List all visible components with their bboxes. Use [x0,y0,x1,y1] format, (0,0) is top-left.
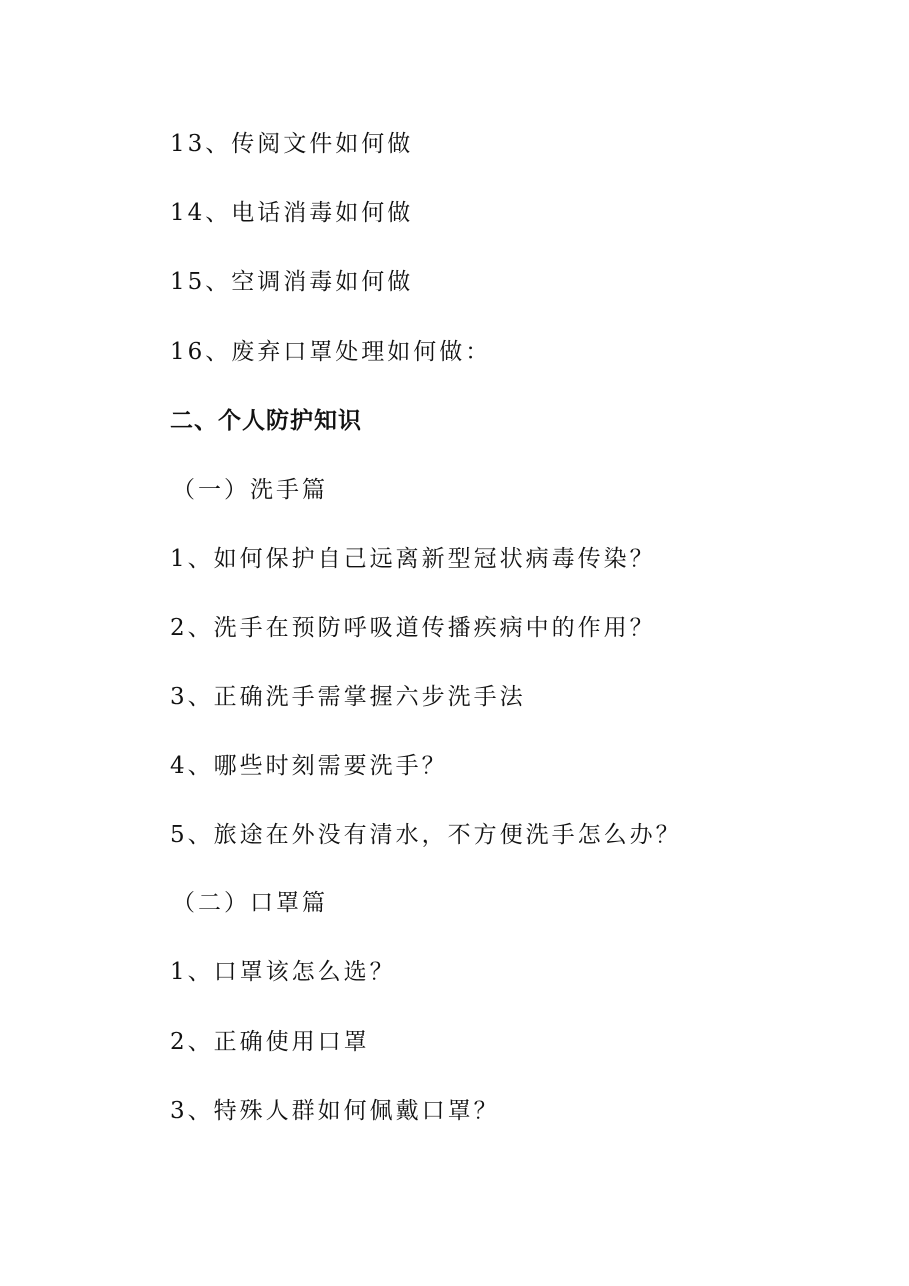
subsection-title-handwashing: （一）洗手篇 [172,477,328,503]
list-item-15: 15、空调消毒如何做 [170,269,414,295]
handwashing-item-3: 3、正确洗手需掌握六步洗手法 [170,684,526,710]
masks-item-2: 2、正确使用口罩 [170,1029,370,1055]
list-item-14: 14、电话消毒如何做 [170,200,414,226]
masks-item-3: 3、特殊人群如何佩戴口罩？ [170,1098,500,1124]
handwashing-item-1: 1、如何保护自己远离新型冠状病毒传染？ [170,546,656,572]
list-item-16: 16、废弃口罩处理如何做： [170,339,492,365]
handwashing-item-5: 5、旅途在外没有清水，不方便洗手怎么办？ [170,822,682,848]
subsection-title-masks: （二）口罩篇 [172,890,328,916]
masks-item-1: 1、口罩该怎么选？ [170,959,396,985]
list-item-13: 13、传阅文件如何做 [170,131,414,157]
section-heading: 二、个人防护知识 [170,408,362,434]
handwashing-item-2: 2、洗手在预防呼吸道传播疾病中的作用？ [170,615,656,641]
handwashing-item-4: 4、哪些时刻需要洗手？ [170,753,448,779]
